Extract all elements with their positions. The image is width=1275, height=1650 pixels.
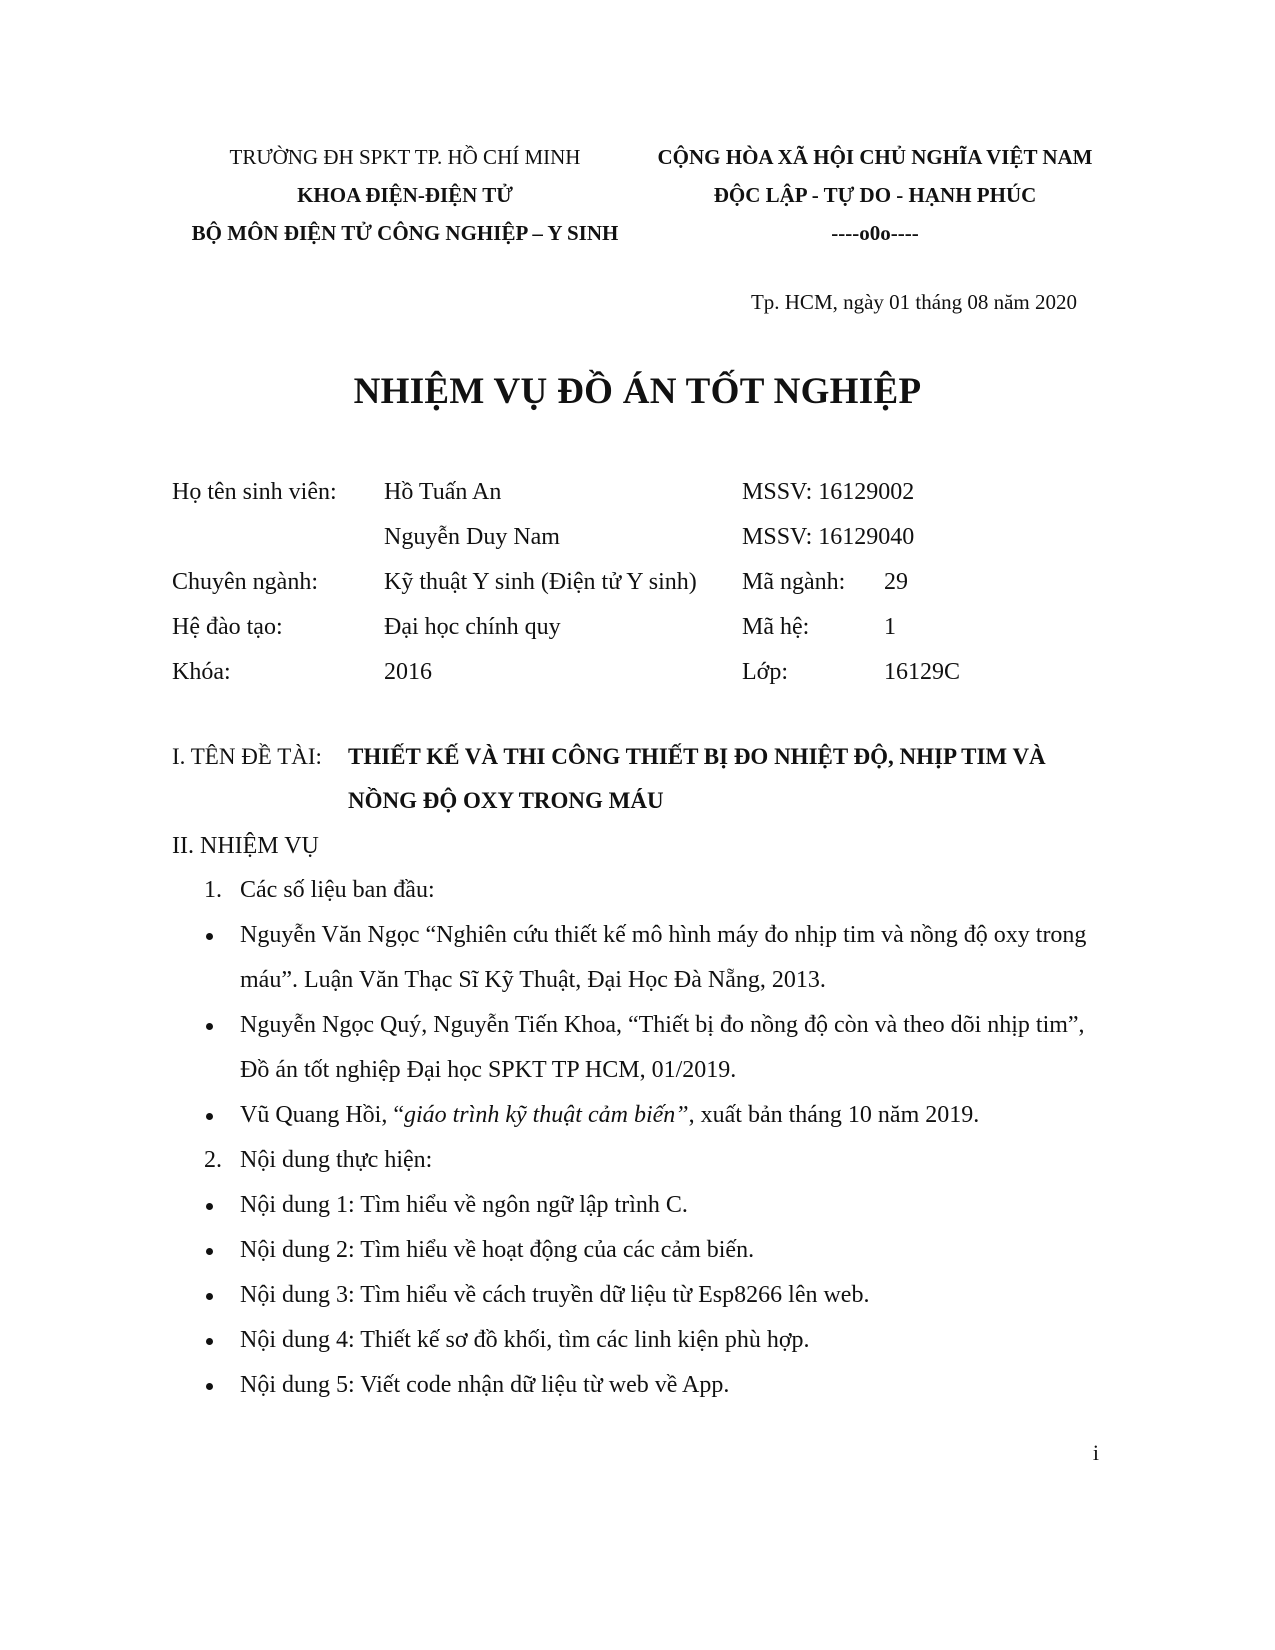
list-heading: Các số liệu ban đầu: <box>240 877 435 903</box>
student2-name: Nguyễn Duy Nam <box>384 524 560 550</box>
content-heading <box>172 1138 1107 1183</box>
year-label: Khóa: <box>172 659 231 685</box>
task-list <box>172 868 1107 1408</box>
tasks-heading: II. NHIỆM VỤ <box>172 833 319 859</box>
content-item <box>172 1363 1107 1408</box>
bullet-icon <box>206 933 213 940</box>
national-header <box>635 138 1115 252</box>
content-item <box>172 1228 1107 1273</box>
year-value: 2016 <box>384 659 432 685</box>
bullet-icon <box>206 1293 213 1300</box>
major-label: Chuyên ngành: <box>172 569 318 595</box>
bullet-icon <box>206 1248 213 1255</box>
reference-item <box>172 913 1107 1003</box>
reference-item <box>172 1003 1107 1093</box>
list-number: 2. <box>204 1147 222 1173</box>
country-name: CỘNG HÒA XÃ HỘI CHỦ NGHĨA VIỆT NAM <box>657 145 1093 169</box>
faculty-name: KHOA ĐIỆN-ĐIỆN TỬ <box>297 183 513 207</box>
content-item <box>172 1318 1107 1363</box>
program-label: Hệ đào tạo: <box>172 614 283 640</box>
bullet-icon <box>206 1383 213 1390</box>
student1-name: Hồ Tuấn An <box>384 479 502 505</box>
reference-quote-close: ” <box>675 1102 689 1128</box>
class-label: Lớp: <box>742 659 789 685</box>
content-text: Nội dung 4: Thiết kế sơ đồ khối, tìm các linh kiện phù hợp. <box>240 1327 810 1353</box>
document-date: Tp. HCM, ngày 01 tháng 08 năm 2020 <box>750 290 1077 314</box>
reference-author: Vũ Quang Hồi, “ <box>240 1102 404 1128</box>
initial-data-heading <box>172 868 1107 913</box>
content-item <box>172 1273 1107 1318</box>
reference-book-title: giáo trình kỹ thuật cảm biến <box>403 1102 676 1128</box>
reference-item <box>172 1093 1107 1138</box>
student2-id: MSSV: 16129040 <box>742 524 915 550</box>
content-text: Nội dung 5: Viết code nhận dữ liệu từ web về App. <box>240 1372 730 1398</box>
program-code-label: Mã hệ: <box>742 614 810 640</box>
institution-header <box>170 138 640 252</box>
major-code-label: Mã ngành: <box>742 569 846 595</box>
reference-text: Nguyễn Ngọc Quý, Nguyễn Tiến Khoa, “Thiết bị đo nồng độ còn và theo dõi nhịp tim”, Đồ án tốt nghiệp Đại học SPKT TP HCM, 01/2019. <box>240 1012 1085 1083</box>
student1-id: MSSV: 16129002 <box>742 479 915 505</box>
university-name: TRƯỜNG ĐH SPKT TP. HỒ CHÍ MINH <box>229 145 581 169</box>
content-text: Nội dung 1: Tìm hiểu về ngôn ngữ lập trình C. <box>240 1192 688 1218</box>
bullet-icon <box>206 1338 213 1345</box>
department-name: BỘ MÔN ĐIỆN TỬ CÔNG NGHIỆP – Y SINH <box>191 221 619 245</box>
content-text: Nội dung 3: Tìm hiểu về cách truyền dữ liệu từ Esp8266 lên web. <box>240 1282 870 1308</box>
topic-label: I. TÊN ĐỀ TÀI: <box>172 744 322 769</box>
bullet-icon <box>206 1203 213 1210</box>
student-label: Họ tên sinh viên: <box>172 479 337 505</box>
header-separator: ----o0o---- <box>831 221 919 245</box>
topic-title: THIẾT KẾ VÀ THI CÔNG THIẾT BỊ ĐO NHIỆT ĐỘ, NHỊP TIM VÀ NỒNG ĐỘ OXY TRONG MÁU <box>348 744 1046 813</box>
bullet-icon <box>206 1113 213 1120</box>
reference-text: Nguyễn Văn Ngọc “Nghiên cứu thiết kế mô hình máy đo nhịp tim và nồng độ oxy trong máu”. Luận Văn Thạc Sĩ Kỹ Thuật, Đại Học Đà Nẵng, 2013. <box>240 922 1087 993</box>
major-code-value: 29 <box>884 569 908 595</box>
reference-publication: , xuất bản tháng 10 năm 2019. <box>688 1102 980 1128</box>
program-code-value: 1 <box>884 614 896 640</box>
class-value: 16129C <box>884 659 961 685</box>
bullet-icon <box>206 1023 213 1030</box>
page-number: i <box>1092 1440 1099 1465</box>
program-value: Đại học chính quy <box>384 614 561 640</box>
content-item <box>172 1183 1107 1228</box>
content-text: Nội dung 2: Tìm hiểu về hoạt động của các cảm biến. <box>240 1237 755 1263</box>
major-value: Kỹ thuật Y sinh (Điện tử Y sinh) <box>384 569 697 595</box>
national-motto: ĐỘC LẬP - TỰ DO - HẠNH PHÚC <box>713 183 1037 207</box>
list-heading: Nội dung thực hiện: <box>240 1147 433 1173</box>
page-title: NHIỆM VỤ ĐỒ ÁN TỐT NGHIỆP <box>353 371 922 412</box>
list-number: 1. <box>204 877 222 903</box>
